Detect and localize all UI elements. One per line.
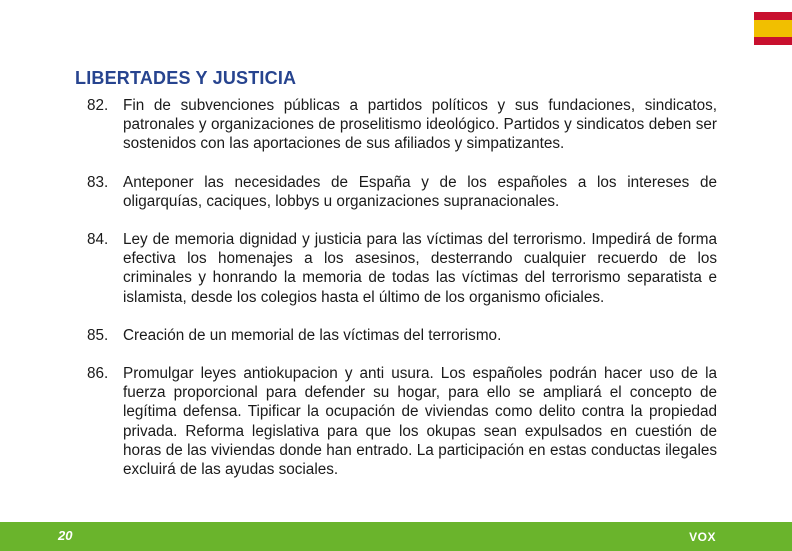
proposal-list <box>87 96 717 498</box>
flag-red-stripe-bottom <box>754 37 792 45</box>
list-item <box>87 364 717 479</box>
item-number: 84. <box>87 231 109 249</box>
item-number: 82. <box>87 97 109 114</box>
item-number: 85. <box>87 326 109 344</box>
section-title: LIBERTADES Y JUSTICIA <box>75 68 297 88</box>
footer-bar <box>0 522 792 551</box>
flag-red-stripe-top <box>754 12 792 20</box>
item-number: 83. <box>87 173 109 191</box>
item-text: Fin de subvenciones públicas a partidos políticos y sus fundaciones, sindicatos, patronales y organizaciones de proselitismo ideológico. Partidos y sindicatos deben ser sostenidos con las aportaciones de sus afiliados y simpatizantes. <box>123 97 717 153</box>
item-text: Promulgar leyes antiokupacion y anti usura. Los españoles podrán hacer uso de la fuerza proporcional para defender su hogar, para ello se ampliará el concepto de legítima defensa. Tipificar la ocupación de viviendas como delito contra la propiedad privada. Reforma legislativa para que los okupas sean expulsados en cuestión de horas de las viviendas donde han entrado. La participación en estas conductas ilegales excluirá de las ayudas sociales. <box>123 365 717 479</box>
item-number: 86. <box>87 365 109 383</box>
list-item <box>87 230 717 307</box>
list-item <box>87 96 717 154</box>
item-text: Creación de un memorial de las víctimas del terrorismo. <box>123 326 502 344</box>
item-text: Anteponer las necesidades de España y de los españoles a los intereses de oligarquías, caciques, lobbys u organizaciones supranacionales. <box>123 173 717 210</box>
page-number: 20 <box>58 528 73 543</box>
spain-flag-icon <box>754 12 792 45</box>
flag-yellow-stripe <box>754 20 792 37</box>
list-item <box>87 173 717 211</box>
item-text: Ley de memoria dignidad y justicia para las víctimas del terrorismo. Impedirá de forma efectiva los homenajes a los asesinos, desterrando cualquier recuerdo de los criminales y honrando la memoria de todas las víctimas del terrorismo separatista e islamista, desde los colegios hasta el último de los organismo oficiales. <box>123 231 717 306</box>
vox-logo: VOX <box>689 530 716 544</box>
list-item <box>87 326 717 345</box>
